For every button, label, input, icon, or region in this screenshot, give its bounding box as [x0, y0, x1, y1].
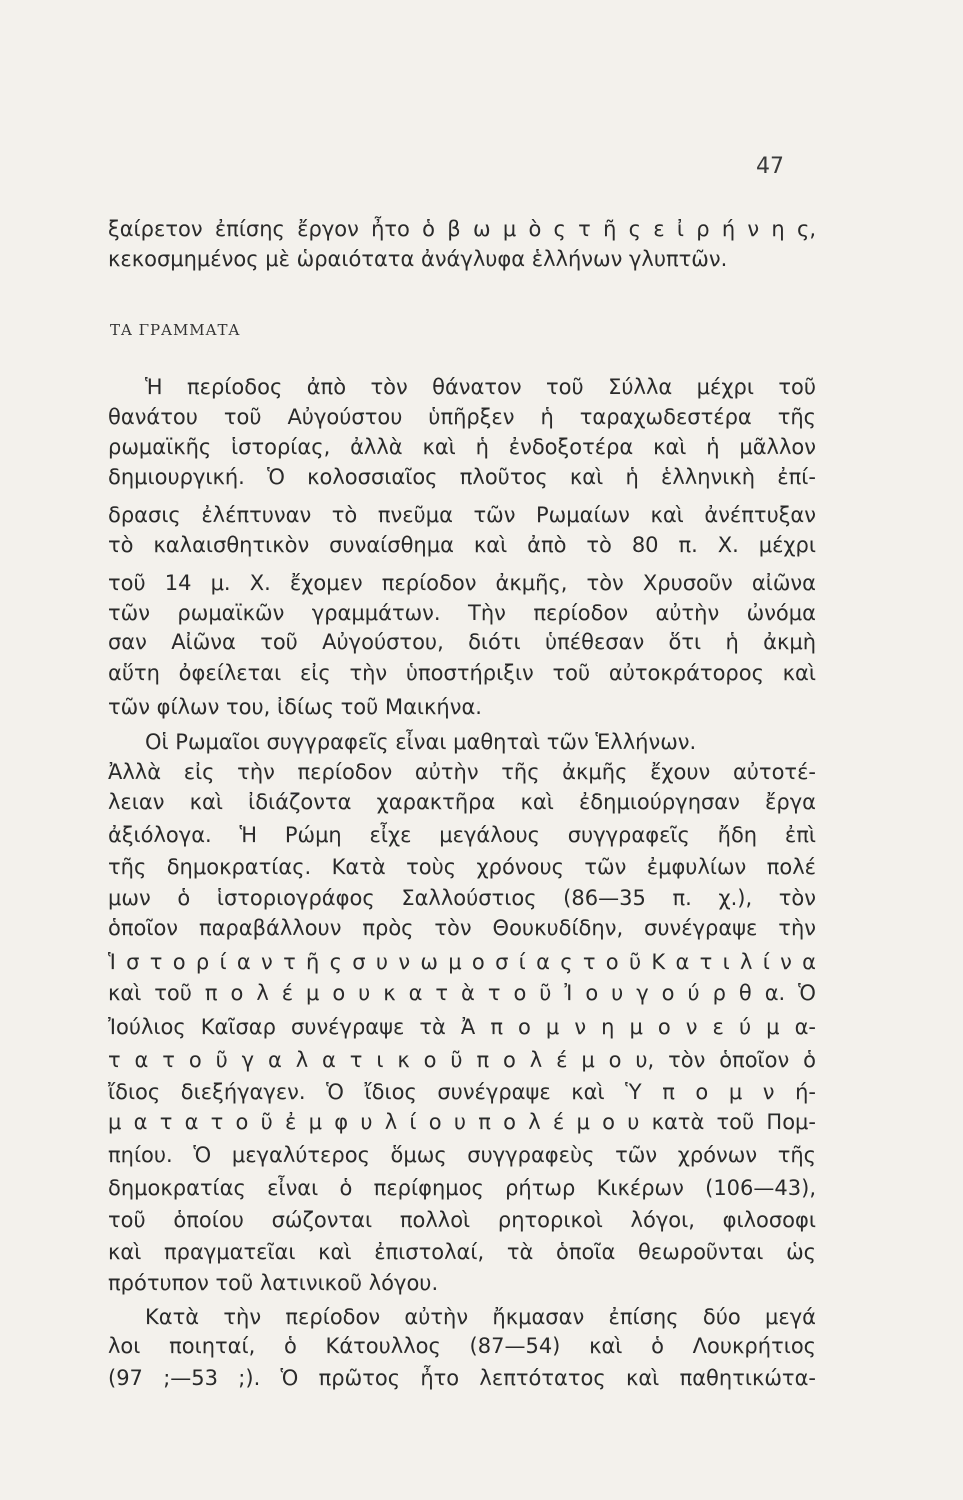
text-line: τῶν φίλων του, ἰδίως τοῦ Μαικήνα.	[108, 695, 482, 719]
text-line: τῶν ρωμαϊκῶν γραμμάτων. Τὴν περίοδον αὐτὴν ὠνόμα	[108, 601, 816, 625]
text-line: Ἰούλιος Καῖσαρ συνέγραψε τὰ Ἀ π ο μ ν η μ ο ν ε ύ μ α-	[108, 1015, 816, 1039]
text-line: Ἱ σ τ ο ρ ί α ν τ ῆ ς σ υ ν ω μ ο σ ί α ς τ ο ῦ Κ α τ ι λ ί ν α	[108, 950, 816, 974]
text-line: τοῦ ὁποίου σώζονται πολλοὶ ρητορικοὶ λόγοι, φιλοσοφι	[108, 1208, 816, 1232]
text-line: δημιουργική. Ὁ κολοσσιαῖος πλοῦτος καὶ ἡ ἑλληνικὴ ἐπί-	[108, 465, 816, 489]
text-line: ρωμαϊκῆς ἱστορίας, ἀλλὰ καὶ ἡ ἐνδοξοτέρα καὶ ἡ μᾶλλον	[108, 435, 816, 459]
text-line: Ἡ περίοδος ἀπὸ τὸν θάνατον τοῦ Σύλλα μέχρι τοῦ	[145, 375, 816, 399]
text-line: θανάτου τοῦ Αὐγούστου ὑπῆρξεν ἡ ταραχωδεστέρα τῆς	[108, 405, 816, 429]
text-line: πηίου. Ὁ μεγαλύτερος ὅμως συγγραφεὺς τῶν χρόνων τῆς	[108, 1143, 816, 1167]
text-line: ὁποῖον παραβάλλουν πρὸς τὸν Θουκυδίδην, συνέγραψε τὴν	[108, 916, 816, 940]
text-line: δρασις ἐλέπτυναν τὸ πνεῦμα τῶν Ρωμαίων καὶ ἀνέπτυξαν	[108, 503, 816, 527]
text-line: τ α τ ο ῦ γ α λ α τ ι κ ο ῦ π ο λ έ μ ο υ, τὸν ὁποῖον ὁ	[108, 1048, 816, 1072]
text-line: λειαν καὶ ἰδιάζοντα χαρακτῆρα καὶ ἐδημιούργησαν ἔργα	[108, 790, 816, 814]
text-line: σαν Αἰῶνα τοῦ Αὐγούστου, διότι ὑπέθεσαν ὅτι ἡ ἀκμὴ	[108, 630, 816, 654]
page-number: 47	[756, 154, 784, 179]
text-line: Ἀλλὰ εἰς τὴν περίοδον αὐτὴν τῆς ἀκμῆς ἔχουν αὐτοτέ-	[108, 760, 816, 784]
text-line: ἴδιος διεξήγαγεν. Ὁ ἴδιος συνέγραψε καὶ Ὑ π ο μ ν ή-	[108, 1080, 816, 1104]
text-line: Οἱ Ρωμαῖοι συγγραφεῖς εἶναι μαθηταὶ τῶν Ἑλλήνων.	[145, 730, 697, 754]
text-line: πρότυπον τοῦ λατινικοῦ λόγου.	[108, 1271, 439, 1295]
text-line: λοι ποιηταί, ὁ Κάτουλλος (87—54) καὶ ὁ Λουκρήτιος	[108, 1334, 816, 1358]
text-line: τοῦ 14 μ. Χ. ἔχομεν περίοδον ἀκμῆς, τὸν Χρυσοῦν αἰῶνα	[108, 571, 816, 595]
text-line: Κατὰ τὴν περίοδον αὐτὴν ἤκμασαν ἐπίσης δύο μεγά	[145, 1305, 816, 1329]
text-line: καὶ πραγματεῖαι καὶ ἐπιστολαί, τὰ ὁποῖα θεωροῦνται ὡς	[108, 1240, 816, 1264]
text-line: δημοκρατίας εἶναι ὁ περίφημος ρήτωρ Κικέρων (106—43),	[108, 1176, 816, 1200]
text-line: ξαίρετον ἐπίσης ἔργον ἦτο ὁ β ω μ ὸ ς τ ῆ ς ε ἰ ρ ή ν η ς,	[108, 217, 816, 241]
text-line: καὶ τοῦ π ο λ έ μ ο υ κ α τ ὰ τ ο ῦ Ἰ ο υ γ ο ύ ρ θ α. Ὁ	[108, 981, 816, 1005]
section-heading: ΤΑ ΓΡΑΜΜΑΤΑ	[110, 321, 241, 339]
text-line: μων ὁ ἱστοριογράφος Σαλλούστιος (86—35 π. χ.), τὸν	[108, 886, 816, 910]
text-line: κεκοσμημένος μὲ ὡραιότατα ἀνάγλυφα ἑλλήνων γλυπτῶν.	[108, 247, 728, 271]
text-line: (97 ;—53 ;). Ὁ πρῶτος ἦτο λεπτότατος καὶ παθητικώτα-	[108, 1366, 816, 1390]
text-line: τὸ καλαισθητικὸν συναίσθημα καὶ ἀπὸ τὸ 80 π. Χ. μέχρι	[108, 533, 816, 557]
text-line: ἀξιόλογα. Ἡ Ρώμη εἶχε μεγάλους συγγραφεῖς ἤδη ἐπὶ	[108, 823, 816, 847]
text-line: τῆς δημοκρατίας. Κατὰ τοὺς χρόνους τῶν ἐμφυλίων πολέ	[108, 855, 816, 879]
text-line: μ α τ α τ ο ῦ ἐ μ φ υ λ ί ο υ π ο λ έ μ ο υ κατὰ τοῦ Πομ-	[108, 1110, 816, 1134]
text-line: αὕτη ὀφείλεται εἰς τὴν ὑποστήριξιν τοῦ αὐτοκράτορος καὶ	[108, 661, 816, 685]
